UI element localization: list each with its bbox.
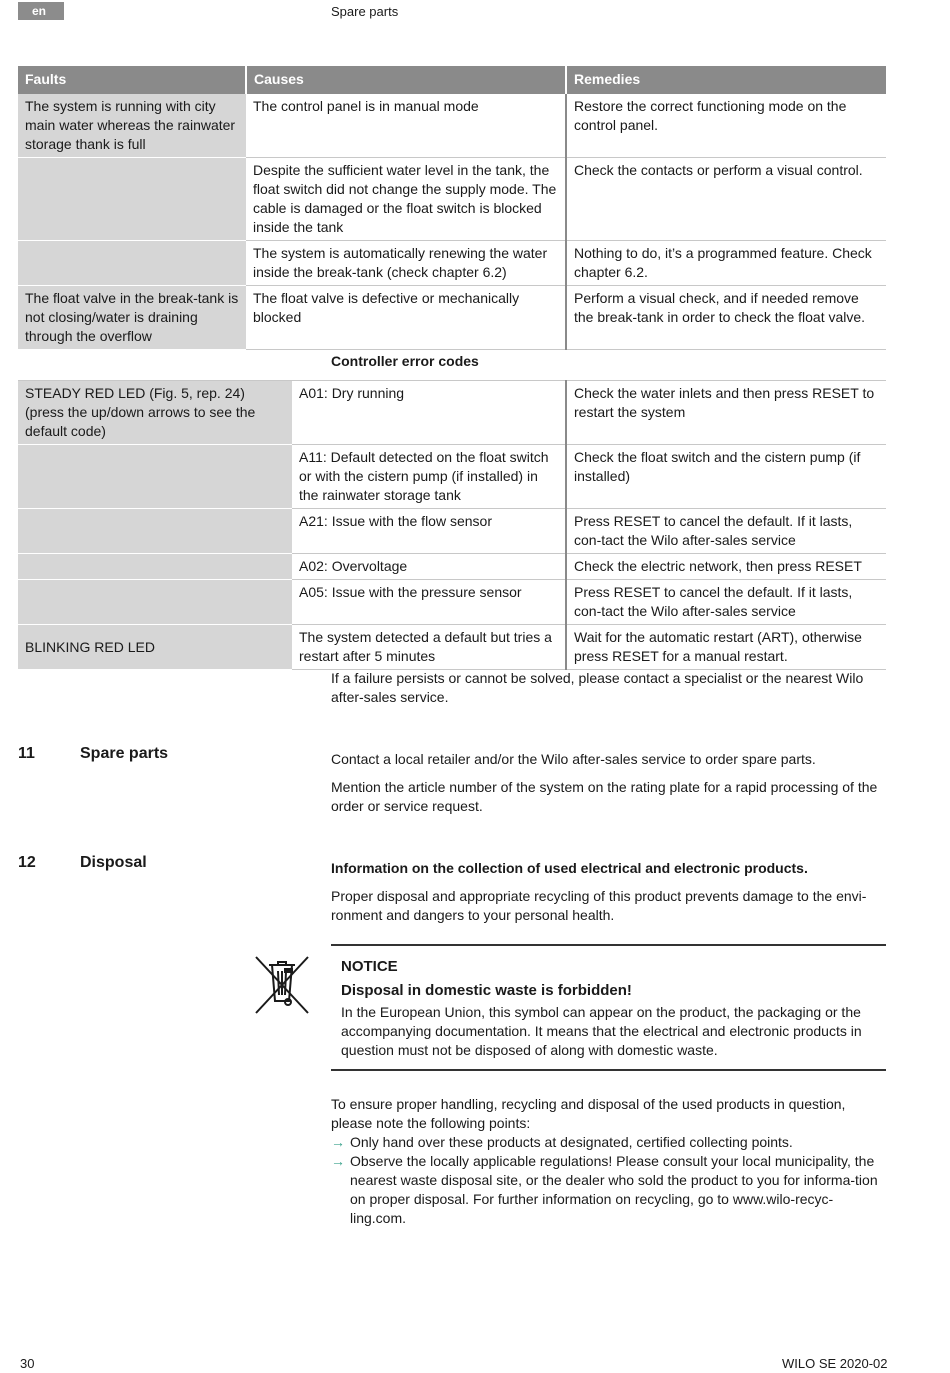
faults-table [18,66,886,350]
section-12-title: Disposal [80,854,147,871]
language-tag: en [18,2,64,20]
error-code-cell: A02: Overvoltage [292,554,566,580]
notice-label: NOTICE [341,958,398,975]
table-header-row [18,66,886,94]
led-state-cell: STEADY RED LED (Fig. 5, rep. 24) (press the up/down arrows to see the default code) [18,381,292,445]
remedy-cell: Check the water inlets and then press RESET to restart the system [566,381,886,445]
error-code-cell: A21: Issue with the flow sensor [292,509,566,554]
publisher-footer: WILO SE 2020-02 [782,1356,888,1371]
cause-cell: The float valve is defective or mechanically blocked [246,286,566,350]
led-state-cell [18,509,292,554]
table-row [18,381,886,445]
led-state-cell [18,580,292,625]
header-faults: Faults [18,66,246,94]
header-remedies: Remedies [566,66,886,94]
remedy-cell: Check the float switch and the cistern pump (if installed) [566,445,886,509]
list-item-text: Observe the locally applicable regulations! Please consult your local municipality, the nearest waste disposal site, or the dealer who sold the product to you for informa-tion on proper disposal. For further information on recycling, go to www.wilo-recyc-ling.com. [350,1153,878,1226]
list-item-text: Only hand over these products at designated, certified collecting points. [350,1134,793,1150]
cause-cell: The system is automatically renewing the water inside the break-tank (check chapter 6.2) [246,241,566,286]
page-number: 30 [20,1356,35,1371]
disposal-paragraph-2: To ensure proper handling, recycling and disposal of the used products in question, please note the following points: [331,1096,846,1131]
header-causes: Causes [246,66,566,94]
remedy-cell: Perform a visual check, and if needed remove the break-tank in order to check the float valve. [566,286,886,350]
error-codes-table [18,380,886,670]
remedy-cell: Press RESET to cancel the default. If it lasts, con-tact the Wilo after-sales service [566,509,886,554]
table-row [18,554,886,580]
arrow-icon: → [331,1153,345,1169]
table-row [18,509,886,554]
fault-cell [18,158,246,241]
disposal-bullet-list [331,1133,886,1228]
notice-text: In the European Union, this symbol can appear on the product, the packaging or the accompanying documentation. It means that the electrical and electronic products in question must not be disposed of along with domestic waste. [341,1004,862,1058]
error-codes-title: Controller error codes [331,353,479,369]
disposal-heading: Information on the collection of used electrical and electronic products. [331,860,808,876]
led-state-cell [18,554,292,580]
remedy-cell: Press RESET to cancel the default. If it lasts, con-tact the Wilo after-sales service [566,580,886,625]
fault-cell [18,241,246,286]
led-state-cell: BLINKING RED LED [18,625,292,670]
error-code-cell: A01: Dry running [292,381,566,445]
spare-parts-paragraph-1: Contact a local retailer and/or the Wilo after-sales service to order spare parts. [331,751,816,767]
led-state-cell [18,445,292,509]
list-item [331,1152,886,1228]
section-11-number: 11 [18,745,35,762]
fault-cell: The float valve in the break-tank is not closing/water is draining through the overflow [18,286,246,350]
remedy-cell: Nothing to do, it’s a programmed feature. Check chapter 6.2. [566,241,886,286]
spare-parts-paragraph-2: Mention the article number of the system on the rating plate for a rapid processing of the order or service request. [331,779,878,814]
arrow-icon: → [331,1134,345,1150]
cause-cell: The control panel is in manual mode [246,94,566,158]
remedy-cell: Restore the correct functioning mode on the control panel. [566,94,886,158]
cause-cell: Despite the sufficient water level in the tank, the float switch did not change the supply mode. The cable is damaged or the float switch is blocked inside the tank [246,158,566,241]
disposal-paragraph-1: Proper disposal and appropriate recycling of this product prevents damage to the envi-ronment and dangers to your personal health. [331,888,867,923]
table-row [18,625,886,670]
error-code-cell: The system detected a default but tries a restart after 5 minutes [292,625,566,670]
remedy-cell: Check the contacts or perform a visual control. [566,158,886,241]
notice-subtitle: Disposal in domestic waste is forbidden! [341,982,632,999]
fault-cell: The system is running with city main water whereas the rainwater storage thank is full [18,94,246,158]
section-12-number: 12 [18,854,36,871]
table-row [18,241,886,286]
failure-note: If a failure persists or cannot be solved, please contact a specialist or the nearest Wilo after-sales service. [331,670,864,705]
error-code-cell: A05: Issue with the pressure sensor [292,580,566,625]
table-row [18,94,886,158]
table-row [18,158,886,241]
running-header: Spare parts [331,4,399,19]
table-row [18,580,886,625]
remedy-cell: Wait for the automatic restart (ART), otherwise press RESET for a manual restart. [566,625,886,670]
table-row [18,445,886,509]
section-11-title: Spare parts [80,745,169,762]
notice-box [331,944,886,1071]
table-row [18,286,886,350]
error-code-cell: A11: Default detected on the float switch or with the cistern pump (if installed) in the rainwater storage tank [292,445,566,509]
crossed-out-wheelie-bin-icon [254,955,310,1015]
remedy-cell: Check the electric network, then press RESET [566,554,886,580]
list-item [331,1133,886,1152]
